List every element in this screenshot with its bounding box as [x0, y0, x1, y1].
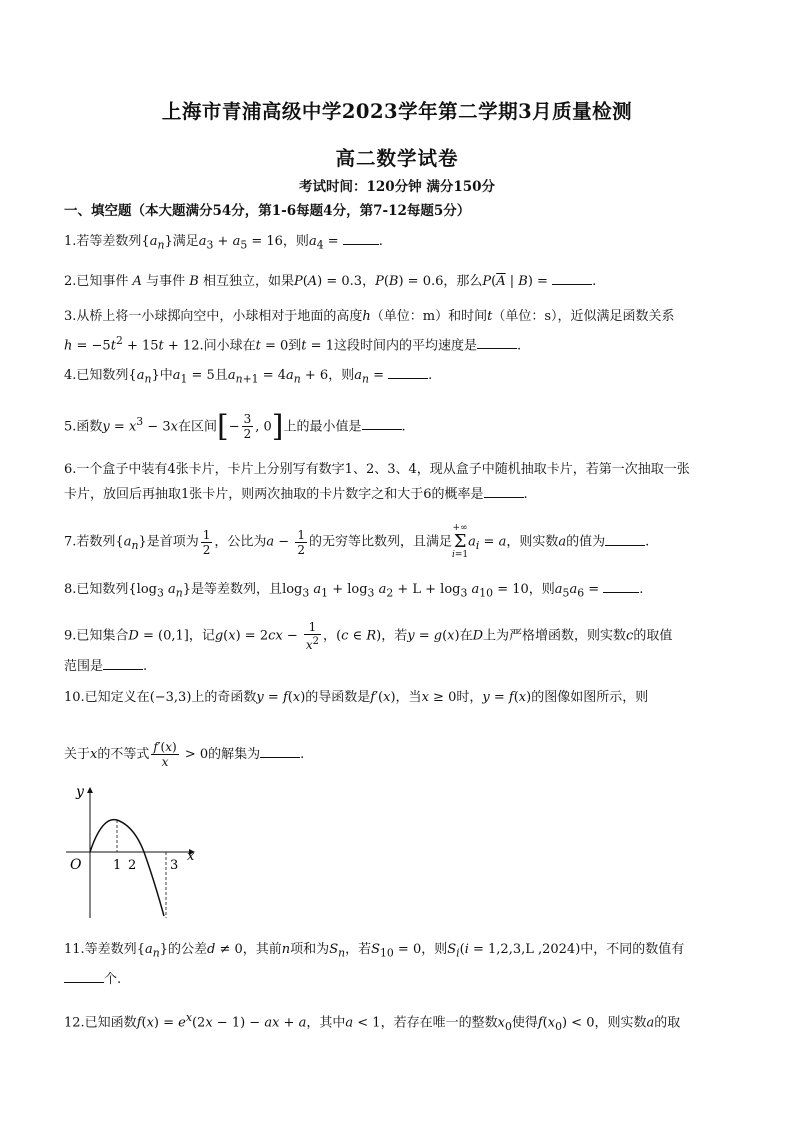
answer-blank[interactable]: [64, 968, 104, 983]
question-6: 6.一个盒子中装有4张卡片，卡片上分别写有数字1、2、3、4，现从盒子中随机抽取卡片，若第一次抽取一张: [64, 462, 690, 477]
question-11-line2: 个.: [64, 968, 736, 992]
answer-blank[interactable]: [103, 655, 143, 670]
answer-blank[interactable]: [605, 531, 645, 546]
tick-label-1: 1: [113, 858, 122, 873]
answer-blank[interactable]: [477, 334, 517, 349]
question-6-line2: 卡片，放回后再抽取1张卡片，则两次抽取的卡片数字之和大于6的概率是 .: [64, 483, 736, 507]
exam-info: 考试时间：120分钟 满分150分: [298, 179, 496, 195]
question-10-line2: 关于x的不等式 $\frac{f'(x)}{x}$ > 0的解集为 .: [64, 740, 305, 769]
exam-subtitle: 高二数学试卷: [335, 147, 459, 170]
question-11: 11.等差数列$\{a_n\}$的公差d ≠ 0，其前n项和为$S_n$，若$S_{10} = 0$，则$S_i(i = 1,2,3,L$ ,2024)中，不同的数值有: [64, 942, 685, 960]
y-axis-label: y: [76, 784, 84, 800]
section-heading: 一、填空题（本大题满分54分，第1-6每题4分，第7-12每题5分）: [64, 203, 471, 219]
exam-title: 上海市青浦高级中学2023学年第二学期3月质量检测: [161, 100, 633, 123]
function-graph: [62, 782, 202, 922]
function-curve: [90, 820, 164, 916]
question-12: 12.已知函数$f(x) = e^x(2x - 1)$ − ax + a，其中a < 1，若存在唯一的整数$x_0$使得$f(x_0) < 0$，则实数a的取: [64, 1011, 681, 1033]
question-9: 9.已知集合D = (0,1]，记g(x) = 2cx − $\frac{1}{x^2}$ ，(c ∈ R)，若y = g(x)在D上为严格增函数，则实数c的取值: [64, 620, 673, 652]
answer-blank[interactable]: [552, 270, 592, 285]
answer-blank[interactable]: [343, 230, 379, 245]
answer-blank[interactable]: [260, 743, 300, 758]
origin-label: O: [70, 857, 82, 873]
answer-blank[interactable]: [362, 415, 402, 430]
answer-blank[interactable]: [603, 578, 639, 593]
question-4: 4.已知数列$\{a_n\}$中$a_1 = 5$且$a_{n+1} = 4a_n + 6$，则$a_n$ = .: [64, 364, 736, 392]
question-5: 5.函数$y = x^3 - 3x$在区间[− $\frac{3}{2}$ , 0]上的最小值是 .: [64, 408, 406, 444]
question-8: 8.已知数列{$\log_3$ $a_n$}是等差数列，且$\log_3 a_1 + \log_3 a_2 + L + \log_3 a_{10} = 10$，则$a_5a_6$ = .: [64, 578, 736, 606]
answer-blank[interactable]: [388, 364, 428, 379]
tick-label-2: 2: [128, 858, 137, 873]
question-7: 7.若数列$\{a_n\}$是首项为 $\frac{1}{2}$ ，公比为a − $\frac{1}{2}$ 的无穷等比数列，且满足+∞ Σ $i=1a_i = a$，则实数a的值为 .: [64, 523, 650, 560]
question-10: 10.已知定义在(−3,3)上的奇函数y = f(x)的导函数是f′(x)，当x ≥ 0时，y = f(x)的图像如图所示，则: [64, 690, 649, 705]
question-1: 1.若等差数列$\{a_n\}$满足$a_3 + a_5 = 16$，则$a_4$ = .: [64, 230, 736, 258]
question-3-line2: $h = -5t^2 + 15t + 12$.问小球在t = 0到t = 1这段时间内的平均速度是 .: [64, 334, 522, 354]
question-9-line2: 范围是 .: [64, 655, 736, 679]
answer-blank[interactable]: [484, 483, 524, 498]
tick-label-3: 3: [170, 858, 179, 873]
question-2: 2.已知事件 A 与事件 B 相互独立，如果P(A) = 0.3，P(B) = 0.6，那么$P(\overline{A}$ | B) = .: [64, 270, 736, 294]
x-axis-label: x: [187, 849, 195, 864]
question-3: 3.从桥上将一小球掷向空中，小球相对于地面的高度h（单位：m）和时间t（单位：s），近似满足函数关系: [64, 309, 675, 324]
